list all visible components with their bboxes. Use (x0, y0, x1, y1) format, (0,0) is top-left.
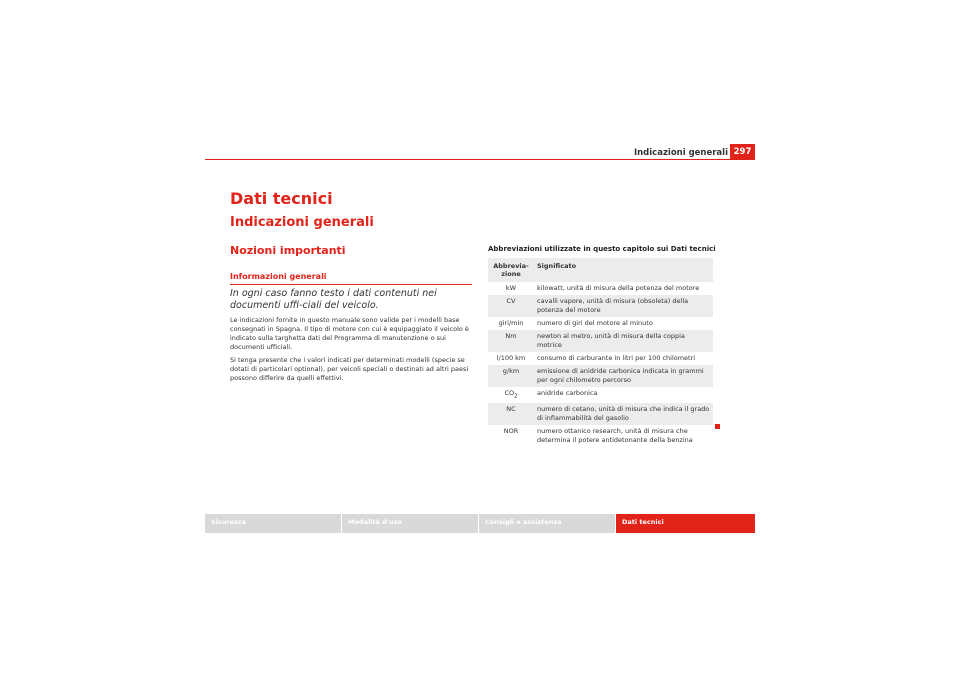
footer-tab-sicurezza[interactable]: Sicurezza (205, 514, 341, 533)
table-header-row (488, 258, 713, 282)
section-end-marker-icon (715, 424, 720, 429)
meaning-cell: kilowatt, unità di misura della potenza del motore (537, 284, 700, 292)
abbreviation-cell: NC (488, 403, 534, 425)
body-paragraph-2: Si tenga presente che i valori indicati per determinati modelli (specie se dotati di particolari optional), per veicoli speciali o destinati ad altri paesi possono differire da quelli effettivi. (230, 356, 469, 382)
abbreviation-base: CO (504, 389, 515, 397)
page-number: 297 (730, 144, 755, 160)
table-caption: Abbreviazioni utilizzate in questo capitolo sui Dati tecnici (488, 245, 716, 253)
footer-tab-modalita-uso[interactable]: Modalità d'uso (342, 514, 478, 533)
abbreviation-cell: CV (488, 295, 534, 317)
lead-text: In ogni caso fanno testo i dati contenuti nei documenti uffi-ciali del veicolo. (230, 288, 437, 311)
abbreviation-cell (488, 387, 534, 403)
abbreviation-cell: kW (505, 284, 517, 292)
chapter-title: Dati tecnici (230, 189, 333, 208)
meaning-cell: consumo di carburante in litri per 100 chilometri (537, 354, 696, 362)
footer-tab-consigli-assistenza[interactable]: Consigli e assistenza (479, 514, 615, 533)
topic-title: Informazioni generali (230, 272, 472, 285)
subsection-title: Nozioni importanti (230, 244, 346, 257)
abbreviation-cell: l/100 km (496, 354, 526, 362)
meaning-cell: numero ottanico research, unità di misura che determina il potere antidetonante della benzina (537, 427, 693, 445)
footer-nav (205, 514, 755, 533)
table-row (488, 387, 713, 403)
meaning-cell: emissione di anidride carbonica indicata in grammi per ogni chilometro percorso (534, 365, 713, 387)
abbreviation-cell: g/km (488, 365, 534, 387)
column-header-meaning: Significato (534, 258, 713, 282)
header-rule (205, 159, 755, 160)
table-row (488, 317, 713, 330)
table-row (488, 282, 713, 295)
meaning-cell: numero di giri del motore al minuto (537, 319, 653, 327)
abbreviations-table (488, 258, 713, 447)
meaning-cell: newton al metro, unità di misura della coppia motrice (534, 330, 713, 352)
table-row (488, 403, 713, 425)
abbreviation-subscript: 2 (514, 393, 518, 400)
footer-tab-dati-tecnici[interactable]: Dati tecnici (616, 514, 755, 533)
table-row (488, 295, 713, 317)
abbreviation-cell: NOR (503, 427, 519, 436)
meaning-cell: cavalli vapore, unità di misura (obsoleta) della potenza del motore (534, 295, 713, 317)
abbreviation-cell: giri/min (498, 319, 524, 327)
column-header-abbreviation: Abbrevia-zione (488, 258, 534, 282)
table-row (488, 352, 713, 365)
meaning-cell: anidride carbonica (537, 389, 598, 397)
table-row (488, 330, 713, 352)
section-title: Indicazioni generali (230, 215, 374, 230)
abbreviation-cell: Nm (488, 330, 534, 352)
running-header-title: Indicazioni generali (633, 148, 728, 158)
body-paragraph-1: Le indicazioni fornite in questo manuale sono valide per i modelli base consegnati in Spagna. Il tipo di motore con cui è equipaggiato il veicolo è indicato sulla targhetta dati del Programma di manutenzione o sui documenti ufficiali. (230, 316, 469, 351)
meaning-cell: numero di cetano, unità di misura che indica il grado di infiammabilità del gasolio (534, 403, 713, 425)
table-row (488, 425, 713, 447)
table-row (488, 365, 713, 387)
